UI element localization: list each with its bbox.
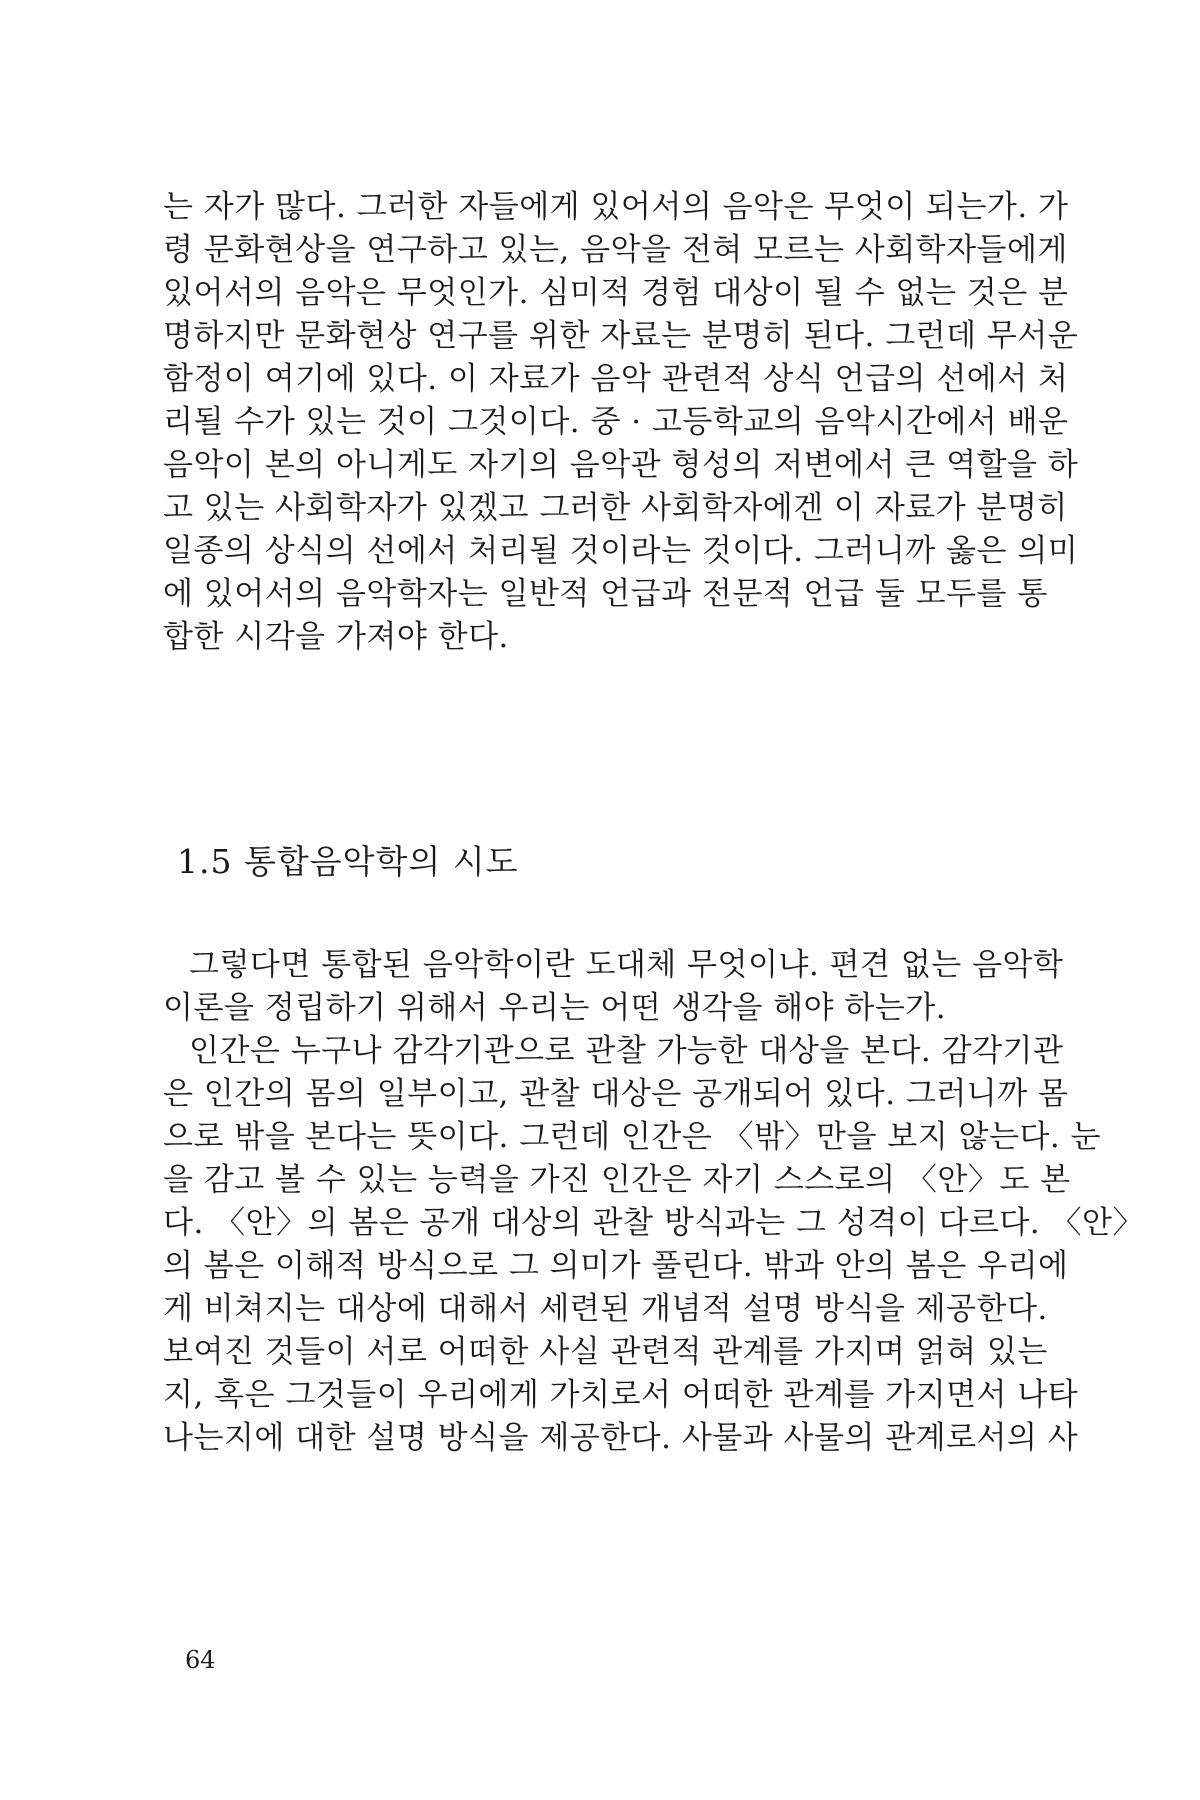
text-line: 나는지에 대한 설명 방식을 제공한다. 사물과 사물의 관계로서의 사 xyxy=(163,1420,1079,1456)
text-line: 을 감고 볼 수 있는 능력을 가진 인간은 자기 스스로의 〈안〉도 본 xyxy=(163,1162,1071,1198)
section-heading: 1.5 통합음악학의 시도 xyxy=(177,842,519,881)
paragraph-2 xyxy=(163,944,1144,1460)
text-line: 보여진 것들이 서로 어떠한 사실 관련적 관계를 가지며 얽혀 있는 xyxy=(163,1334,1048,1370)
text-line: 음악이 본의 아니게도 자기의 음악관 형성의 저변에서 큰 역할을 하 xyxy=(163,447,1079,483)
text-line: 는 자가 많다. 그러한 자들에게 있어서의 음악은 무엇이 되는가. 가 xyxy=(163,189,1069,225)
text-line: 있어서의 음악은 무엇인가. 심미적 경험 대상이 될 수 없는 것은 분 xyxy=(163,275,1069,311)
text-line: 그렇다면 통합된 음악학이란 도대체 무엇이냐. 편견 없는 음악학 xyxy=(189,947,1064,983)
text-line: 다. 〈안〉의 봄은 공개 대상의 관찰 방식과는 그 성격이 다르다. 〈안〉 xyxy=(163,1205,1144,1241)
text-line: 합한 시각을 가져야 한다. xyxy=(163,619,509,655)
text-line: 이론을 정립하기 위해서 우리는 어떤 생각을 해야 하는가. xyxy=(163,990,947,1026)
text-line: 명하지만 문화현상 연구를 위한 자료는 분명히 된다. 그런데 무서운 xyxy=(163,318,1079,354)
paragraph-1 xyxy=(163,186,1079,659)
paragraph-3 xyxy=(163,1030,1144,1460)
page-number: 64 xyxy=(185,1646,216,1674)
text-line: 게 비쳐지는 대상에 대해서 세련된 개념적 설명 방식을 제공한다. xyxy=(163,1291,1048,1327)
text-line: 지, 혹은 그것들이 우리에게 가치로서 어떠한 관계를 가지면서 나타 xyxy=(163,1377,1079,1413)
text-line: 령 문화현상을 연구하고 있는, 음악을 전혀 모르는 사회학자들에게 xyxy=(163,232,1068,268)
text-line: 리될 수가 있는 것이 그것이다. 중 · 고등학교의 음악시간에서 배운 xyxy=(163,404,1069,440)
text-line: 고 있는 사회학자가 있겠고 그러한 사회학자에겐 이 자료가 분명히 xyxy=(163,490,1068,526)
text-line: 은 인간의 몸의 일부이고, 관찰 대상은 공개되어 있다. 그러니까 몸 xyxy=(163,1076,1069,1112)
text-line: 함정이 여기에 있다. 이 자료가 음악 관련적 상식 언급의 선에서 처 xyxy=(163,361,1069,397)
text-line: 에 있어서의 음악학자는 일반적 언급과 전문적 언급 둘 모두를 통 xyxy=(163,576,1048,612)
text-line: 으로 밖을 본다는 뜻이다. 그런데 인간은 〈밖〉만을 보지 않는다. 눈 xyxy=(163,1119,1102,1155)
text-line: 의 봄은 이해적 방식으로 그 의미가 풀린다. 밖과 안의 봄은 우리에 xyxy=(163,1248,1069,1284)
text-line: 인간은 누구나 감각기관으로 관찰 가능한 대상을 본다. 감각기관 xyxy=(189,1033,1064,1069)
text-line: 일종의 상식의 선에서 처리될 것이라는 것이다. 그러니까 옳은 의미 xyxy=(163,533,1079,569)
